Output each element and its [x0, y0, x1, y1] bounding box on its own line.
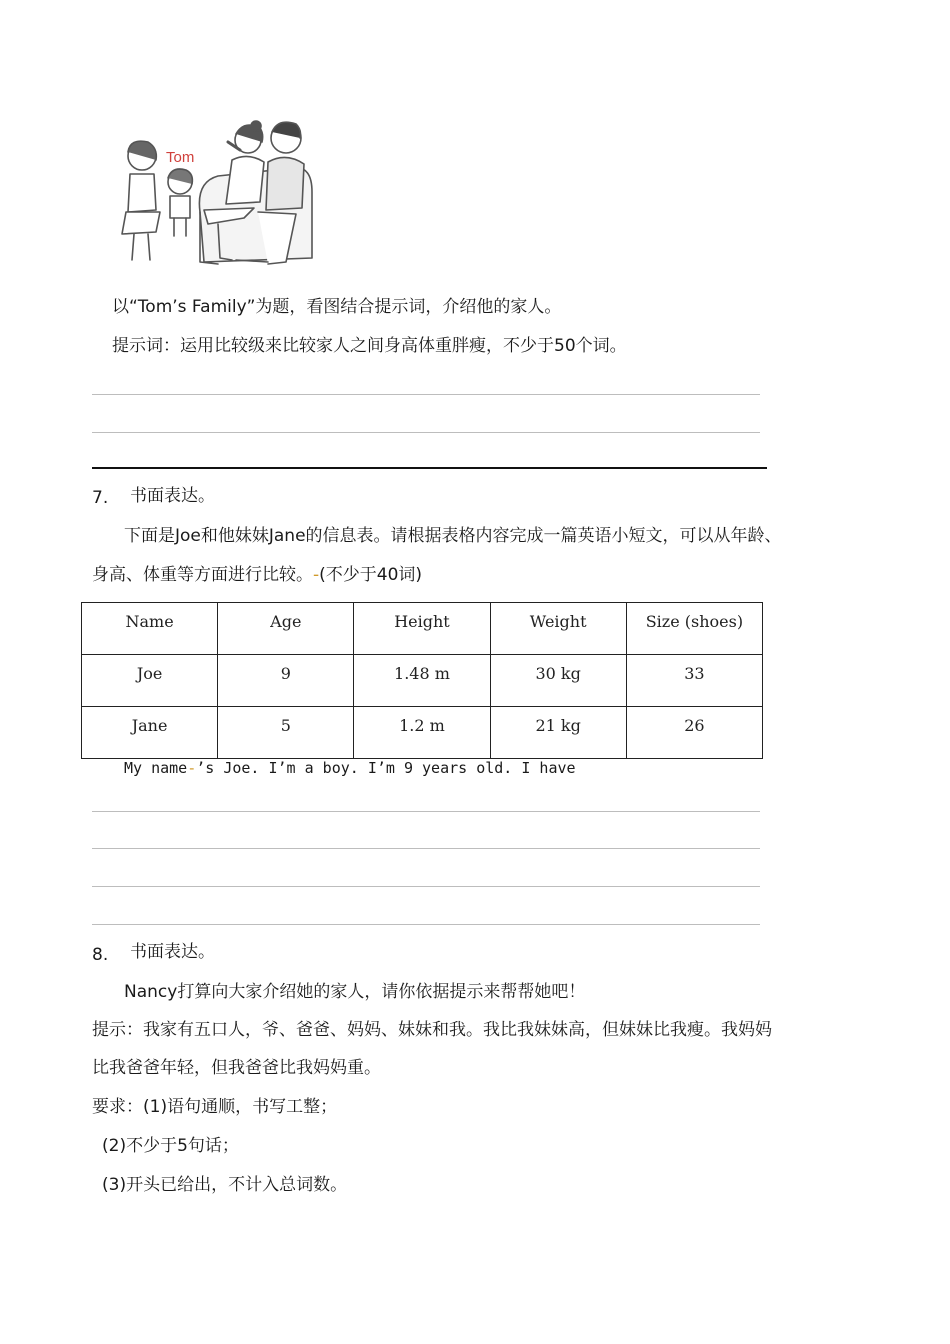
- table-cell: 1.48 m: [354, 655, 490, 707]
- dash-mark: -: [187, 759, 197, 777]
- q8-intro: Nancy打算向大家介绍她的家人，请你依据提示来帮帮她吧！: [124, 982, 586, 1002]
- q8-requirement-2: (2)不少于5句话；: [102, 1136, 239, 1156]
- q8-title: 书面表达。: [130, 942, 215, 962]
- writing-line: [92, 432, 760, 433]
- q7-intro-line1: 下面是Joe和他妹妹Jane的信息表。请根据表格内容完成一篇英语小短文，可以从年龄、: [124, 526, 782, 546]
- q7-starter: [124, 759, 576, 777]
- table-header-cell: Age: [218, 603, 354, 655]
- writing-line: [92, 394, 760, 395]
- q7-number: 7.: [92, 488, 109, 508]
- writing-line: [92, 848, 760, 849]
- table-header-cell: Name: [82, 603, 218, 655]
- q7-starter-a: My name: [124, 759, 188, 777]
- q6-instruction: 以“Tom’s Family”为题，看图结合提示词，介绍他的家人。: [112, 297, 562, 317]
- table-cell: Jane: [82, 707, 218, 759]
- table-header-cell: Height: [354, 603, 490, 655]
- q8-requirement-1: 要求：(1)语句通顺，书写工整；: [92, 1097, 338, 1117]
- q7-intro-line2: [92, 563, 422, 587]
- section-divider: [92, 467, 767, 469]
- q7-starter-b: ’s Joe. I’m a boy. I’m 9 years old. I have: [196, 759, 576, 777]
- table-cell: 9: [218, 655, 354, 707]
- table-cell: 30 kg: [490, 655, 626, 707]
- writing-line: [92, 886, 760, 887]
- q8-requirement-3: (3)开头已给出，不计入总词数。: [102, 1175, 348, 1195]
- q7-title: 书面表达。: [130, 486, 215, 506]
- q8-hint-line1: 提示：我家有五口人，爷、爸爸、妈妈、妹妹和我。我比我妹妹高，但妹妹比我瘦。我妈妈: [92, 1020, 772, 1040]
- family-illustration: [108, 112, 318, 280]
- table-row: [82, 655, 763, 707]
- q8-hint-line2: 比我爸爸年轻，但我爸爸比我妈妈重。: [92, 1058, 381, 1078]
- table-cell: 21 kg: [490, 707, 626, 759]
- info-table: [81, 602, 763, 759]
- table-cell: 5: [218, 707, 354, 759]
- table-header-cell: Weight: [490, 603, 626, 655]
- tom-label: Tom: [166, 149, 195, 166]
- table-header-row: [82, 603, 763, 655]
- writing-line: [92, 811, 760, 812]
- table-cell: 26: [626, 707, 762, 759]
- dash-mark: -: [313, 565, 320, 585]
- table-cell: Joe: [82, 655, 218, 707]
- q7-intro-line2-a: 身高、体重等方面进行比较。: [92, 565, 313, 585]
- q6-hint: 提示词：运用比较级来比较家人之间身高体重胖瘦，不少于50个词。: [112, 336, 627, 356]
- table-header-cell: Size (shoes): [626, 603, 762, 655]
- table-cell: 1.2 m: [354, 707, 490, 759]
- writing-line: [92, 924, 760, 925]
- q7-intro-line2-b: (不少于40词): [319, 565, 423, 585]
- q8-number: 8.: [92, 945, 109, 965]
- table-cell: 33: [626, 655, 762, 707]
- table-row: [82, 707, 763, 759]
